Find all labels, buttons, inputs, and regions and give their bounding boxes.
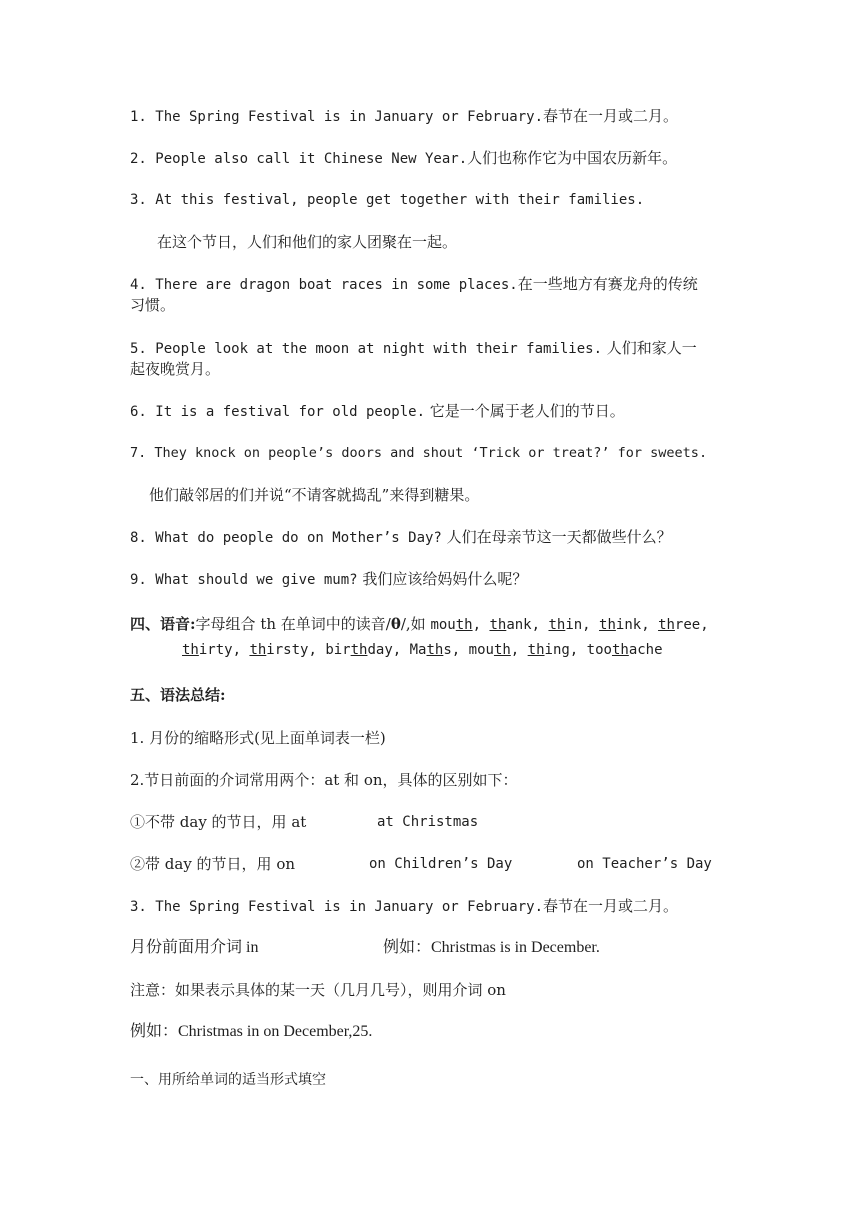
sentence-5-en: 5. People look at the moon at night with their families. — [130, 341, 603, 357]
sentence-4-en: 4. There are dragon boat races in some places. — [130, 277, 518, 293]
th-underline: th — [599, 617, 616, 633]
sentence-6-en: 6. It is a festival for old people. — [130, 404, 426, 420]
sentence-1 — [130, 105, 678, 128]
sentence-7-en: 7. They knock on people’s doors and shout ‘Trick or treat?’ for sweets. — [130, 445, 708, 461]
phonics-words-line-1 — [430, 617, 708, 633]
sentence-4-zh: 在一些地方有赛龙舟的传统 — [517, 275, 698, 293]
grammar-item-6-label: 月份前面用介词 in — [130, 939, 259, 956]
grammar-item-3 — [130, 811, 479, 834]
phonics-line2-word-6: toothache — [586, 642, 663, 658]
sentence-3-translation — [157, 231, 457, 254]
th-underline: th — [489, 617, 507, 633]
grammar-item-4-example-2: on Teacher’s Day — [577, 856, 712, 872]
grammar-item-3-label: ①不带 day 的节日，用 at — [130, 813, 307, 831]
phonics-line1-word-4: three, — [658, 617, 709, 633]
grammar-item-8 — [130, 1021, 372, 1043]
sentence-3-en: 3. At this festival, people get together with their families. — [130, 192, 645, 208]
sentence-7-zh: 他们敲邻居的们并说“不请客就捣乱”来得到糖果。 — [149, 486, 480, 504]
phonics-line1-word-3: think, — [599, 617, 659, 633]
th-underline: th — [611, 642, 629, 658]
phonics-symbol: θ — [390, 615, 401, 633]
phonics-line2-word-5: thing, — [527, 642, 587, 658]
sentence-5-zh: 人们和家人一 — [602, 339, 697, 357]
sentence-8 — [130, 526, 672, 549]
grammar-item-5-en: 3. The Spring Festival is in January or February. — [130, 899, 544, 915]
th-underline: th — [249, 642, 267, 658]
sentence-1-en: 1. The Spring Festival is in January or February. — [130, 109, 544, 125]
sentence-2-zh: 人们也称作它为中国农历新年。 — [467, 149, 678, 167]
th-underline: th — [350, 642, 368, 658]
phonics-line2-word-1: thirsty, — [249, 642, 326, 658]
grammar-item-1 — [130, 727, 386, 750]
phonics-line2-word-0: thirty, — [182, 642, 250, 658]
phonics-heading: 四、语音: — [130, 615, 196, 633]
sentence-7 — [130, 442, 707, 464]
sentence-9-zh: 我们应该给妈妈什么呢？ — [357, 570, 528, 588]
th-underline: th — [182, 642, 199, 658]
grammar-item-8-text: 例如：Christmas in on December,25. — [130, 1023, 373, 1040]
sentence-5-cont — [130, 358, 220, 381]
th-underline: th — [493, 642, 511, 658]
sentence-3-zh: 在这个节日，人们和他们的家人团聚在一起。 — [157, 233, 458, 251]
sentence-4-zh-cont: 习惯。 — [130, 296, 176, 314]
grammar-item-7-text: 注意：如果表示具体的某一天（几月几号），则用介词 on — [130, 981, 506, 999]
sentence-2-en: 2. People also call it Chinese New Year. — [130, 151, 468, 167]
th-underline: th — [527, 642, 545, 658]
exercise-heading-line — [130, 1069, 326, 1091]
sentence-4-cont — [130, 294, 175, 317]
sentence-6-zh: 它是一个属于老人们的节日。 — [425, 402, 625, 420]
grammar-item-2 — [130, 769, 518, 792]
th-underline: th — [455, 617, 473, 633]
sentence-3 — [130, 189, 644, 211]
phonics-words-line-2 — [182, 642, 663, 658]
phonics-line1-word-2: thin, — [548, 617, 600, 633]
phonics-line2-word-2: birthday, — [325, 642, 410, 658]
sentence-7-translation — [149, 484, 479, 507]
th-underline: th — [658, 617, 675, 633]
grammar-item-3-example: at Christmas — [377, 814, 479, 830]
grammar-item-5-zh: 春节在一月或二月。 — [543, 897, 679, 915]
sentence-2 — [130, 147, 677, 170]
exercise-heading: 一、用所给单词的适当形式填空 — [130, 1072, 326, 1088]
phonics-line-2 — [182, 639, 663, 661]
grammar-item-4-label: ②带 day 的节日，用 on — [130, 855, 296, 873]
sentence-5-zh-cont: 起夜晚赏月。 — [130, 360, 221, 378]
grammar-item-1-text: 1. 月份的缩略形式(见上面单词表一栏) — [130, 729, 386, 747]
phonics-line2-word-4: mouth, — [468, 642, 528, 658]
sentence-9 — [130, 568, 527, 591]
grammar-heading: 五、语法总结: — [130, 686, 226, 704]
grammar-item-6-example: 例如：Christmas is in December. — [383, 939, 600, 956]
grammar-item-4 — [130, 853, 712, 876]
grammar-heading-line — [130, 684, 226, 707]
phonics-line1-word-1: thank, — [489, 617, 549, 633]
grammar-item-6 — [130, 937, 600, 959]
phonics-line2-word-3: Maths, — [409, 642, 469, 658]
sentence-9-en: 9. What should we give mum? — [130, 572, 358, 588]
phonics-text-b: /,如 — [400, 615, 431, 633]
sentence-6 — [130, 400, 625, 423]
grammar-item-4-example-1: on Children’s Day — [369, 856, 513, 872]
sentence-5 — [130, 337, 697, 360]
sentence-1-zh: 春节在一月或二月。 — [543, 107, 679, 125]
grammar-item-2-text: 2.节日前面的介词常用两个：at 和 on，具体的区别如下： — [130, 771, 518, 789]
phonics-line-1 — [130, 613, 709, 636]
sentence-8-zh: 人们在母亲节这一天都做些什么？ — [441, 528, 672, 546]
phonics-line1-word-0: mouth, — [430, 617, 490, 633]
grammar-item-7 — [130, 979, 506, 1002]
th-underline: th — [426, 642, 444, 658]
sentence-4 — [130, 273, 698, 296]
sentence-8-en: 8. What do people do on Mother’s Day? — [130, 530, 442, 546]
grammar-item-5 — [130, 895, 678, 918]
th-underline: th — [548, 617, 566, 633]
phonics-text: 字母组合 th 在单词中的读音/ — [195, 615, 391, 633]
